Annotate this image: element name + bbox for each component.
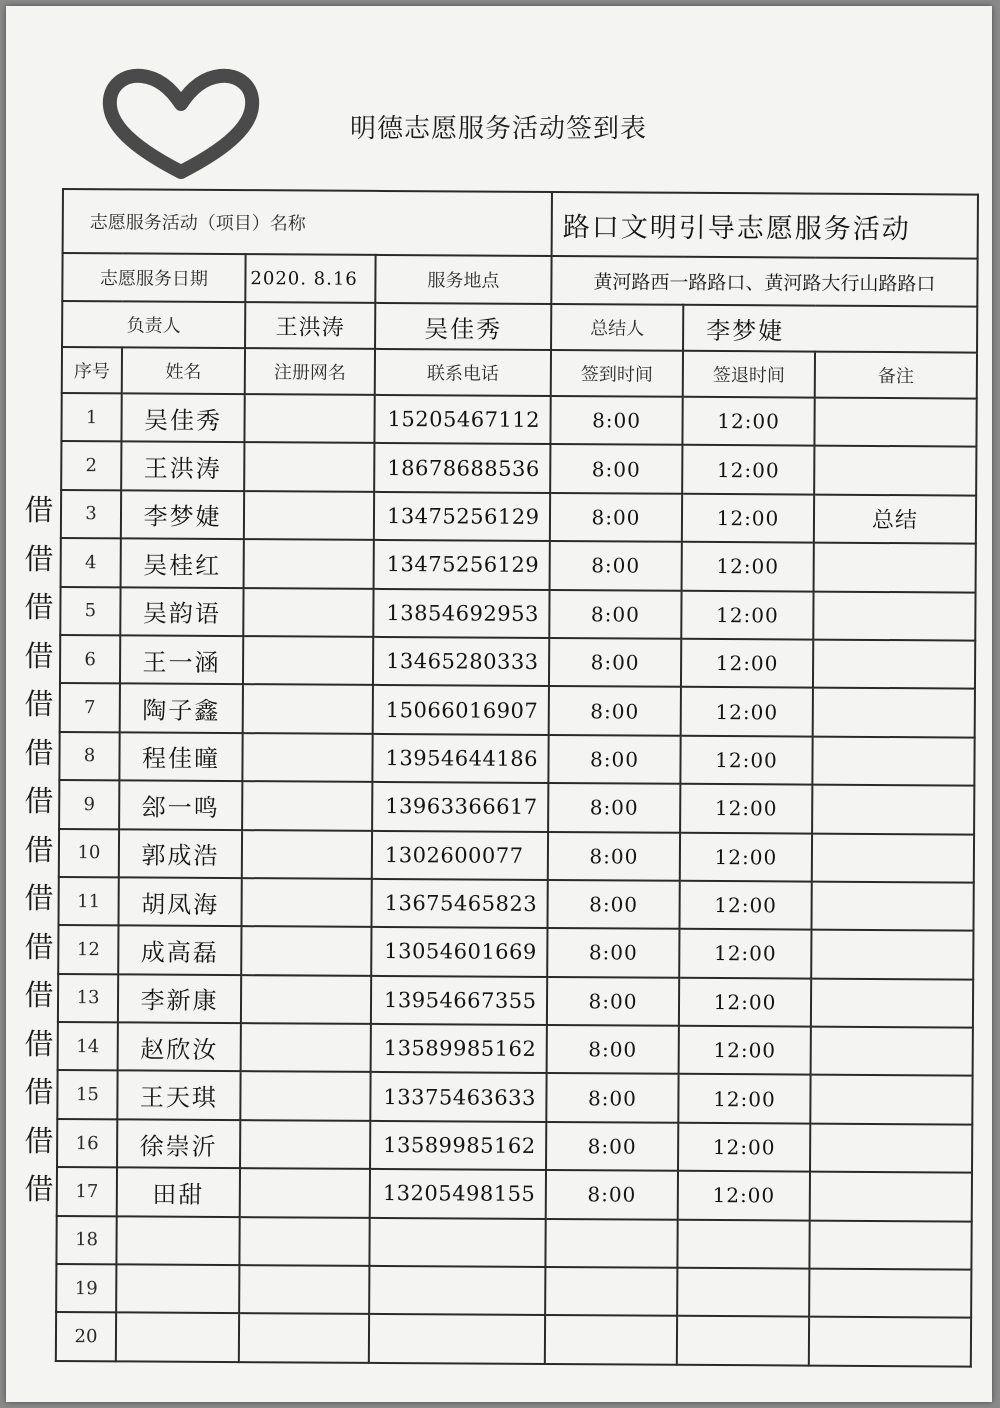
phone-cell: 15205467112 [374,395,550,444]
note-cell [810,1075,972,1124]
nickname-cell [240,1072,370,1121]
name-cell: 郐一鸣 [119,780,242,829]
nickname-cell [242,830,372,879]
sign-in-time-cell: 8:00 [547,880,679,929]
sign-in-time-cell: 8:00 [550,444,682,493]
leader-1-value: 王洪涛 [245,302,375,349]
sign-in-time-cell: 8:00 [547,1025,679,1074]
note-cell [811,930,973,979]
row-number-cell: 3 [61,490,121,539]
column-header: 联系电话 [375,349,551,396]
column-header: 序号 [62,347,122,393]
date-value: 2020. 8.16 [245,254,375,303]
table-row [58,877,973,931]
note-cell [814,398,976,447]
table-row [60,587,975,641]
summarizer-label: 总结人 [551,304,683,351]
note-cell [811,1027,973,1076]
nickname-cell [241,878,371,927]
sign-out-time-cell: 12:00 [679,977,811,1026]
margin-note: 借 [24,832,54,867]
sign-in-time-cell: 8:00 [548,735,680,784]
name-cell: 李梦婕 [121,490,244,539]
column-header: 签到时间 [551,350,683,397]
leader-2-value: 吴佳秀 [375,303,551,350]
note-cell [810,1123,972,1172]
sign-in-sheet [6,6,992,1402]
name-cell: 赵欣汝 [118,1022,241,1071]
sign-out-time-cell: 12:00 [680,736,812,785]
phone-cell: 13475256129 [374,540,550,589]
phone-cell: 13205498155 [370,1169,546,1218]
note-cell [809,1220,971,1269]
row-number-cell: 10 [59,829,119,878]
table-row [61,441,976,495]
table-row [59,732,974,786]
note-cell [814,446,976,495]
margin-note: 借 [24,978,54,1012]
row-number-cell: 11 [58,877,118,926]
phone-cell: 13675465823 [371,879,547,928]
row-number-cell: 4 [61,538,121,587]
activity-name-value: 路口文明引导志愿服务活动 [552,192,978,259]
sign-out-time-cell: 12:00 [681,590,813,639]
table-row [56,1264,971,1318]
sign-in-time-cell: 8:00 [546,1122,678,1171]
table-row [57,1070,972,1124]
sign-out-time-cell: 12:00 [681,639,813,688]
margin-note: 借 [24,735,54,770]
row-number-cell: 14 [58,1022,118,1071]
row-number-cell: 20 [56,1312,116,1361]
heart-logo-icon [102,68,260,180]
table-row [61,538,976,592]
note-cell [814,543,976,592]
phone-cell: 13589985162 [371,1024,547,1073]
phone-cell: 13375463633 [370,1072,546,1121]
margin-note: 借 [24,881,54,915]
sign-in-time-cell: 8:00 [548,831,680,880]
date-label: 志愿服务日期 [62,253,245,302]
sign-in-time-cell: 8:00 [550,493,682,542]
margin-note: 借 [24,1172,54,1206]
note-cell: 总结 [814,494,976,543]
sign-in-time-cell: 8:00 [546,1073,678,1122]
date-location-row [62,253,977,307]
sign-out-time-cell: 12:00 [682,542,814,591]
row-number-cell: 5 [60,587,120,636]
name-cell: 吴韵语 [120,587,243,636]
phone-cell: 13954667355 [371,976,547,1025]
row-number-cell: 6 [60,635,120,684]
nickname-cell [244,394,374,443]
sign-out-time-cell: 12:00 [680,784,812,833]
row-number-cell: 17 [57,1167,117,1216]
sign-in-time-cell: 8:00 [547,977,679,1026]
table-row [58,1022,973,1076]
margin-note: 借 [24,1075,54,1109]
phone-cell [369,1218,545,1267]
nickname-cell [239,1265,369,1314]
summarizer-value: 李梦婕 [683,305,977,353]
table-row [60,635,975,689]
table-row [57,1119,972,1173]
name-cell [116,1216,239,1265]
sign-out-time-cell: 12:00 [682,397,814,446]
phone-cell: 13589985162 [370,1121,546,1170]
sign-out-time-cell: 12:00 [678,1123,810,1172]
margin-note: 借 [24,541,54,576]
name-cell: 程佳曈 [119,732,242,781]
note-cell [812,833,974,882]
column-header: 签退时间 [683,351,815,398]
row-number-cell: 8 [59,732,119,781]
name-cell: 徐崇沂 [117,1119,240,1168]
phone-cell [369,1266,545,1315]
row-number-cell: 9 [59,780,119,829]
nickname-cell [243,588,373,637]
sign-in-time-cell [545,1267,677,1316]
nickname-cell [239,1217,369,1266]
phone-cell [369,1314,545,1363]
sign-out-time-cell: 12:00 [680,832,812,881]
phone-cell: 13954644186 [372,734,548,783]
note-cell [809,1269,971,1318]
name-cell: 田甜 [117,1168,240,1217]
table-row [59,829,974,883]
table-row [61,490,976,544]
row-number-cell: 2 [61,441,121,490]
table-row [56,1312,971,1366]
row-number-cell: 12 [58,925,118,974]
location-label: 服务地点 [375,255,551,304]
margin-note: 借 [24,1026,54,1061]
sign-out-time-cell: 12:00 [678,1171,810,1220]
margin-note: 借 [24,638,54,673]
sign-out-time-cell: 12:00 [679,929,811,978]
volunteer-rows [56,393,977,1366]
row-number-cell: 19 [56,1264,116,1313]
sign-in-time-cell: 8:00 [550,541,682,590]
sign-in-time-cell [545,1219,677,1268]
note-cell [809,1317,971,1366]
note-cell [813,591,975,640]
nickname-cell [243,636,373,685]
nickname-cell [241,926,371,975]
name-cell: 李新康 [118,974,241,1023]
table-row [61,393,976,447]
sign-out-time-cell: 12:00 [678,1074,810,1123]
name-cell [116,1313,239,1362]
margin-note: 借 [24,493,54,527]
nickname-cell [242,733,372,782]
name-cell: 郭成浩 [119,829,242,878]
margin-note: 借 [24,784,54,818]
sign-out-time-cell: 12:00 [679,1026,811,1075]
sign-out-time-cell: 12:00 [681,687,813,736]
nickname-cell [240,1120,370,1169]
nickname-cell [244,539,374,588]
sign-out-time-cell: 12:00 [682,494,814,543]
row-number-cell: 15 [57,1070,117,1119]
phone-cell: 13054601669 [371,927,547,976]
document-title: 明德志愿服务活动签到表 [350,114,648,144]
nickname-cell [239,1314,369,1363]
nickname-cell [240,1168,370,1217]
sign-in-time-cell: 8:00 [546,1170,678,1219]
sign-out-time-cell: 12:00 [682,445,814,494]
name-cell: 吴佳秀 [121,393,244,442]
name-cell: 陶子鑫 [120,684,243,733]
note-cell [813,640,975,689]
sign-in-time-cell: 8:00 [550,396,682,445]
phone-cell: 13475256129 [374,492,550,541]
name-cell: 王洪涛 [121,442,244,491]
name-cell: 王天琪 [117,1071,240,1120]
margin-note: 借 [24,590,54,624]
column-header: 注册网名 [245,348,375,395]
note-cell [811,881,973,930]
phone-cell: 18678688536 [374,443,550,492]
name-cell: 胡凤海 [118,877,241,926]
phone-cell: 13465280333 [373,637,549,686]
phone-cell: 1302600077 [372,830,548,879]
table-row [58,925,973,979]
sign-out-time-cell: 12:00 [679,881,811,930]
nickname-cell [241,975,371,1024]
name-cell: 吴桂红 [121,539,244,588]
activity-label: 志愿服务活动（项目）名称 [63,189,552,256]
nickname-cell [244,443,374,492]
sign-in-time-cell: 8:00 [549,638,681,687]
nickname-cell [243,684,373,733]
table-row [57,1167,972,1221]
row-number-cell: 7 [60,683,120,732]
margin-note: 借 [24,1123,54,1158]
row-number-cell: 1 [61,393,121,442]
table-row [59,780,974,834]
name-cell [116,1264,239,1313]
phone-cell: 15066016907 [373,685,549,734]
column-header: 姓名 [122,347,245,394]
name-cell: 王一涵 [120,635,243,684]
note-cell [812,736,974,785]
note-cell [811,978,973,1027]
table-row [60,683,975,737]
nickname-cell [244,491,374,540]
row-number-cell: 16 [57,1119,117,1168]
sign-out-time-cell [677,1219,809,1268]
table-row [56,1216,971,1270]
column-header: 备注 [815,352,977,399]
leader-label: 负责人 [62,301,245,348]
sign-in-time-cell: 8:00 [549,590,681,639]
sign-out-time-cell [677,1268,809,1317]
leader-row [62,301,977,353]
name-cell: 成高磊 [118,926,241,975]
phone-cell: 13963366617 [372,782,548,831]
note-cell [813,688,975,737]
note-cell [810,1172,972,1221]
activity-row [63,189,978,259]
sign-out-time-cell [677,1316,809,1365]
nickname-cell [241,1023,371,1072]
sign-in-time-cell: 8:00 [548,783,680,832]
row-number-cell: 18 [56,1216,116,1265]
phone-cell: 13854692953 [373,588,549,637]
margin-note: 借 [24,929,54,964]
nickname-cell [242,781,372,830]
location-value: 黄河路西一路路口、黄河路大行山路路口 [551,256,977,307]
sign-in-time-cell: 8:00 [547,928,679,977]
sign-in-form [55,188,979,1367]
margin-note: 借 [24,687,54,721]
sign-in-time-cell: 8:00 [549,686,681,735]
column-header-row [62,347,977,399]
row-number-cell: 13 [58,974,118,1023]
note-cell [812,785,974,834]
sign-in-time-cell [545,1315,677,1364]
table-row [58,974,973,1028]
